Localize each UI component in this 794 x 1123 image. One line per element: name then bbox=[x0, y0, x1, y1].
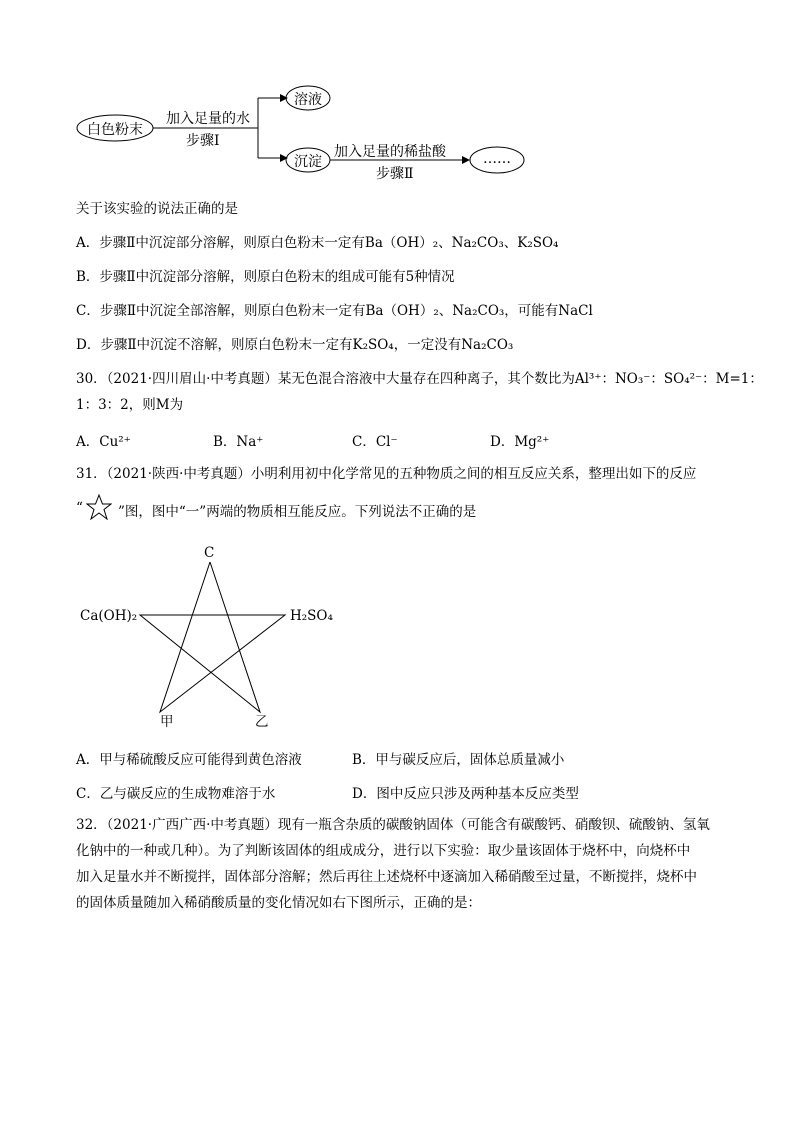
q32-stem-line4: 的固体质量随加入稀硝酸质量的变化情况如右下图所示，正确的是： bbox=[76, 895, 481, 911]
flow-start-label: 白色粉末 bbox=[87, 122, 143, 138]
q31-option-c: C．乙与碳反应的生成物难溶于水 bbox=[76, 786, 276, 802]
q31-stem-line2: ”图，图中“一”两端的物质相互能反应。下列说法不正确的是 bbox=[118, 504, 477, 520]
q31-stem-line1: 31．（2021·陕西·中考真题）小明利用初中化学常见的五种物质之间的相互反应关系，整理出如下的反应 bbox=[76, 466, 697, 482]
q32-stem-line2: 化钠中的一种或几种）。为了判断该固体的组成成分，进行以下实验：取少量该固体于烧杯中，向烧杯中 bbox=[76, 843, 691, 859]
star-node-yi: 乙 bbox=[255, 714, 269, 730]
q29-stem: 关于该实验的说法正确的是 bbox=[76, 201, 238, 217]
q30-option-d: D．Mg²⁺ bbox=[490, 434, 550, 450]
star-node-caoh2: Ca(OH)₂ bbox=[80, 608, 138, 624]
q31-option-b: B．甲与碳反应后，固体总质量减小 bbox=[352, 752, 565, 768]
star-inline-icon bbox=[86, 494, 112, 520]
q29-option-a: A．步骤Ⅱ中沉淀部分溶解，则原白色粉末一定有Ba（OH）₂、Na₂CO₃、K₂SO₄ bbox=[76, 235, 559, 251]
star-node-c: C bbox=[204, 545, 215, 561]
flow-precipitate-label: 沉淀 bbox=[294, 154, 322, 170]
q29-option-b: B．步骤Ⅱ中沉淀部分溶解，则原白色粉末的组成可能有5种情况 bbox=[76, 269, 455, 285]
flow-end-label: …… bbox=[483, 151, 511, 167]
q29-option-d: D．步骤Ⅱ中沉淀不溶解，则原白色粉末一定有K₂SO₄，一定没有Na₂CO₃ bbox=[76, 337, 514, 353]
q32-stem-line1: 32．（2021·广西广西·中考真题）现有一瓶含杂质的碳酸钠固体（可能含有碳酸钙、硝酸钡、硫酸钠、氢氧 bbox=[76, 817, 710, 833]
q29-option-c: C．步骤Ⅱ中沉淀全部溶解，则原白色粉末一定有Ba（OH）₂、Na₂CO₃，可能有NaCl bbox=[76, 303, 593, 319]
q32-stem-line3: 加入足量水并不断搅拌，固体部分溶解；然后再往上述烧杯中逐滴加入稀硝酸至过量，不断搅拌，烧杯中 bbox=[76, 869, 697, 885]
flow-step1-label: 步骤Ⅰ bbox=[186, 133, 220, 149]
flow-solution-label: 溶液 bbox=[294, 92, 322, 108]
star-reaction-diagram bbox=[130, 560, 300, 720]
q30-option-c: C．Cl⁻ bbox=[352, 434, 398, 450]
q31-option-d: D．图中反应只涉及两种基本反应类型 bbox=[352, 786, 579, 802]
star-node-h2so4: H₂SO₄ bbox=[290, 608, 333, 624]
q30-stem-line2: 1：3：2，则M为 bbox=[76, 397, 184, 413]
q30-stem-line1: 30．（2021·四川眉山·中考真题）某无色混合溶液中大量存在四种离子，其个数比为Al³⁺：NO₃⁻：SO₄²⁻：M=1： bbox=[76, 371, 763, 387]
q30-option-a: A．Cu²⁺ bbox=[76, 434, 131, 450]
star-node-jia: 甲 bbox=[160, 714, 174, 730]
flow-step1-condition: 加入足量的水 bbox=[166, 111, 250, 127]
q31-option-a: A．甲与稀硫酸反应可能得到黄色溶液 bbox=[76, 752, 302, 768]
q30-option-b: B．Na⁺ bbox=[213, 434, 264, 450]
flow-step2-condition: 加入足量的稀盐酸 bbox=[334, 144, 446, 160]
q31-stem-quote-open: “ bbox=[76, 500, 83, 516]
flow-step2-label: 步骤Ⅱ bbox=[376, 166, 414, 182]
